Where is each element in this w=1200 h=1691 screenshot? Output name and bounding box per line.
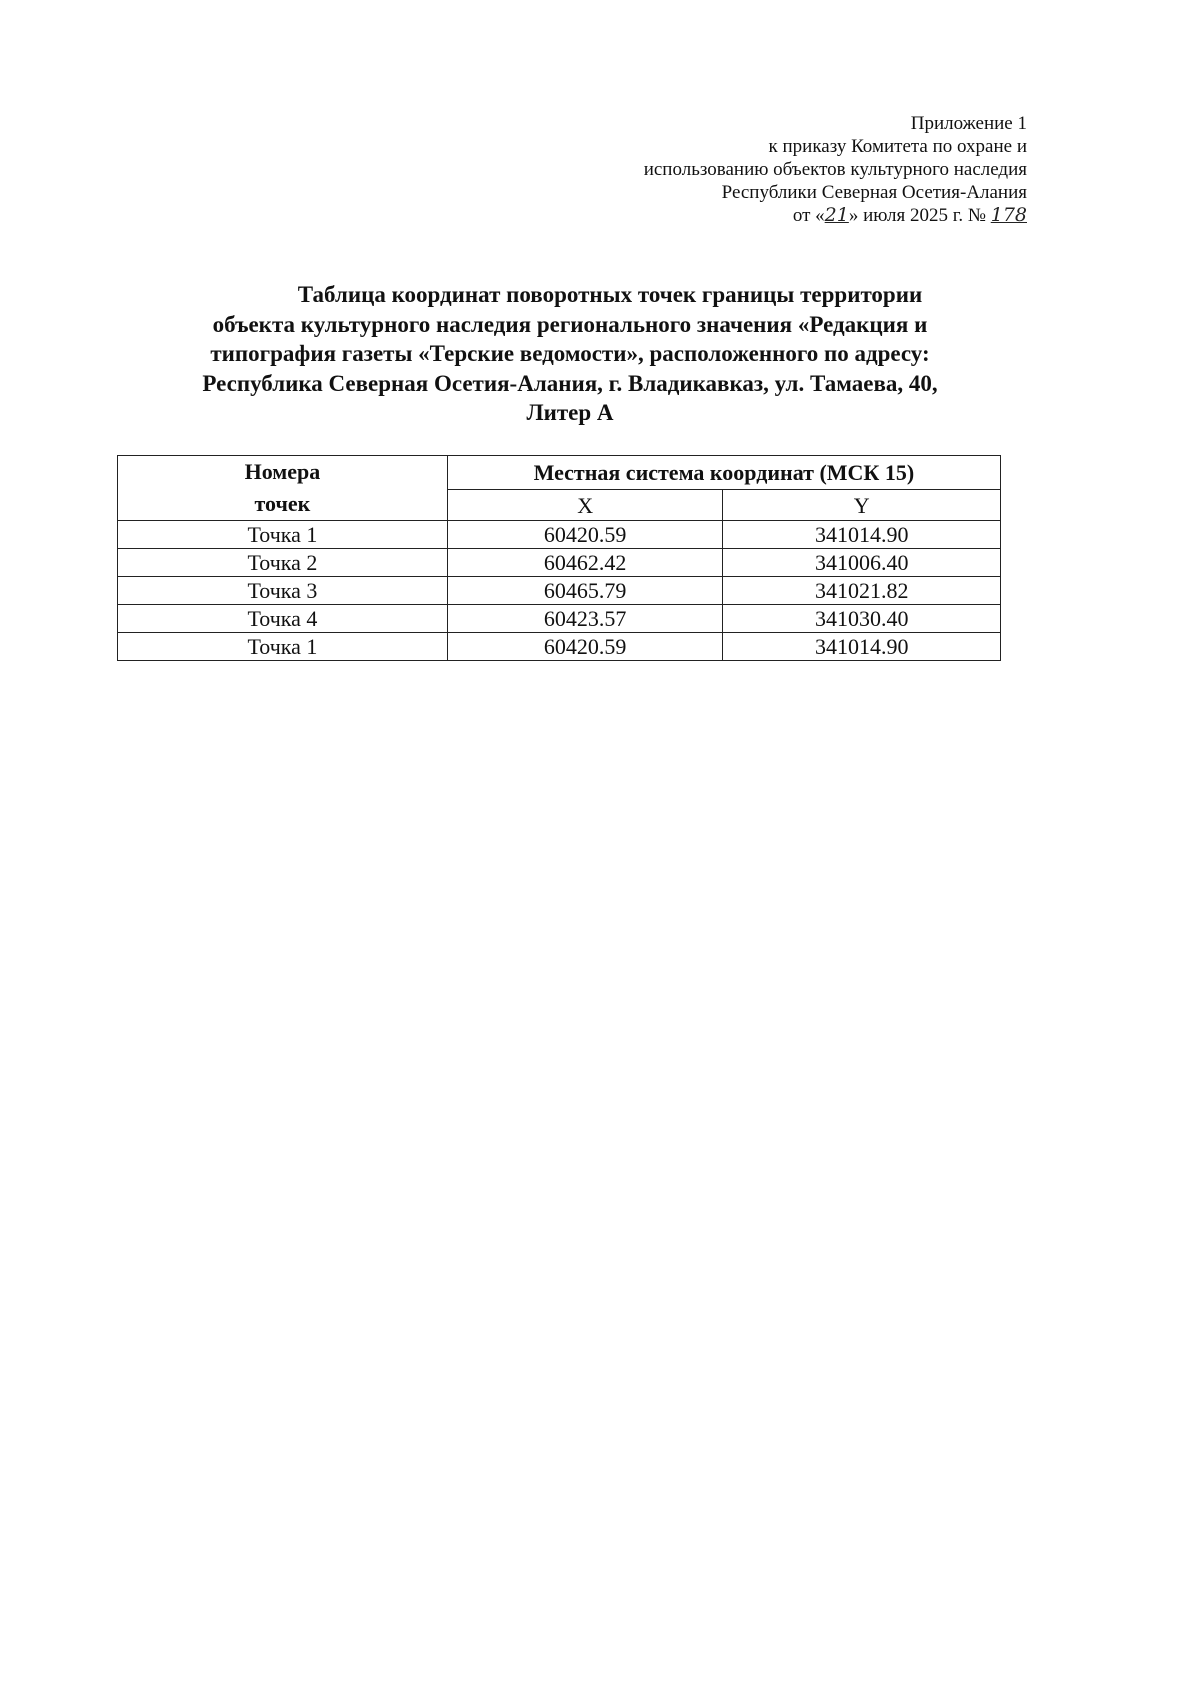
cell-y: 341014.90 bbox=[723, 521, 1001, 549]
cell-point: Точка 3 bbox=[118, 577, 448, 605]
document-title bbox=[130, 280, 1010, 428]
cell-x: 60462.42 bbox=[447, 549, 723, 577]
cell-y: 341030.40 bbox=[723, 605, 1001, 633]
table-row bbox=[118, 633, 1001, 661]
cell-y: 341014.90 bbox=[723, 633, 1001, 661]
coordinates-table bbox=[117, 455, 1001, 661]
cell-y: 341021.82 bbox=[723, 577, 1001, 605]
cell-point: Точка 2 bbox=[118, 549, 448, 577]
title-line: Таблица координат поворотных точек границы территории bbox=[297, 282, 923, 307]
date-suffix: » июля 2025 г. № bbox=[848, 205, 986, 226]
title-line: Литер А bbox=[526, 400, 614, 425]
cell-x: 60420.59 bbox=[447, 521, 723, 549]
title-line: типография газеты «Терские ведомости», расположенного по адресу: bbox=[210, 341, 930, 366]
title-line: объекта культурного наследия регионального значения «Редакция и bbox=[212, 311, 928, 337]
cell-x: 60420.59 bbox=[447, 633, 723, 661]
cell-y: 341006.40 bbox=[723, 549, 1001, 577]
header-x: X bbox=[447, 490, 723, 521]
table-row bbox=[118, 521, 1001, 549]
handwritten-day: 21 bbox=[824, 204, 849, 226]
appendix-header bbox=[644, 112, 1027, 227]
appendix-date-line bbox=[644, 204, 1027, 227]
cell-point: Точка 1 bbox=[118, 521, 448, 549]
handwritten-number: 178 bbox=[990, 204, 1027, 226]
date-prefix: от « bbox=[792, 205, 825, 226]
appendix-line: к приказу Комитета по охране и bbox=[768, 136, 1027, 157]
title-line: Республика Северная Осетия-Алания, г. Владикавказ, ул. Тамаева, 40, bbox=[202, 370, 938, 396]
cell-point: Точка 4 bbox=[118, 605, 448, 633]
header-y: Y bbox=[723, 490, 1001, 521]
header-coordinate-system: Местная система координат (МСК 15) bbox=[447, 456, 1000, 490]
appendix-line: Приложение 1 bbox=[910, 113, 1027, 134]
table-row bbox=[118, 549, 1001, 577]
appendix-line: Республики Северная Осетия-Алания bbox=[721, 182, 1027, 203]
cell-x: 60423.57 bbox=[447, 605, 723, 633]
cell-point: Точка 1 bbox=[118, 633, 448, 661]
cell-x: 60465.79 bbox=[447, 577, 723, 605]
table-row bbox=[118, 605, 1001, 633]
table-row bbox=[118, 577, 1001, 605]
header-points: Номера точек bbox=[118, 456, 448, 521]
appendix-line: использованию объектов культурного наследия bbox=[643, 159, 1027, 180]
